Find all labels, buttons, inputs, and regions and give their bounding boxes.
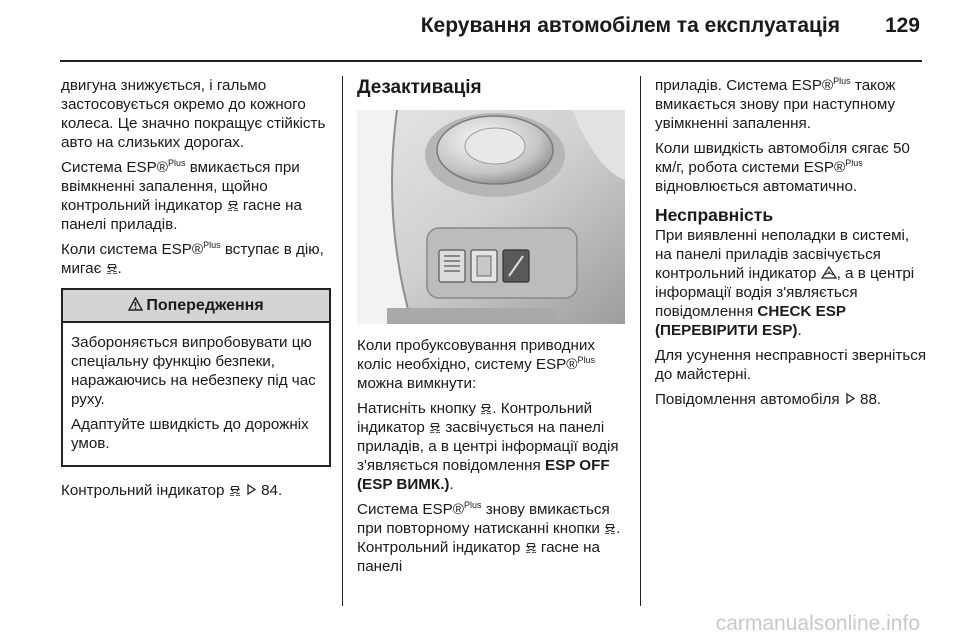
- section-heading-deactivation: Дезактивація: [357, 77, 482, 98]
- warning-text: Адаптуйте швидкість до дорожніх умов.: [71, 416, 309, 452]
- paragraph: Система ESP®$^{Plus}$ вмикається при ввімкненні запалення, щойно контрольний індикатор гасне на панелі приладів.: [61, 158, 302, 233]
- paragraph: При виявленні неполадки в системі, на панелі приладів засвічується контрольний індикатор , а в центрі інформації водія з'являється повідомлення CHECK ESP (ПЕРЕВІРИТИ ESP).: [655, 227, 915, 339]
- dashboard-switch-photo: [357, 110, 625, 324]
- esp-button-icon: [604, 521, 616, 534]
- esp-indicator-icon: [525, 540, 537, 553]
- warning-header: [63, 290, 329, 323]
- page-reference: 84: [261, 482, 279, 499]
- esp-button-icon: [480, 401, 492, 414]
- column-3: [655, 76, 930, 415]
- section-heading-malfunction: Несправність: [655, 205, 774, 225]
- check-warning-icon: [821, 266, 837, 279]
- warning-body: [63, 323, 329, 465]
- paragraph: Контрольний індикатор 84.: [61, 482, 283, 499]
- page-number: 129: [884, 14, 920, 37]
- esp-indicator-icon: [229, 483, 241, 496]
- column-1: [61, 76, 331, 506]
- warning-text: Забороняється випробовувати цю спеціальну функцію безпеки, наражаючись на небезпеку під час руху.: [71, 334, 316, 408]
- page-reference: 88: [860, 391, 877, 408]
- column-divider-2: [640, 76, 641, 606]
- paragraph: Коли система ESP®$^{Plus}$ вступає в дію, мигає .: [61, 240, 324, 277]
- paragraph: Система ESP®$^{Plus}$ знову вмикається при повторному натисканні кнопки . Контрольний індикатор гасне на панелі: [357, 500, 621, 575]
- paragraph: Коли швидкість автомобіля сягає 50 км/г, робота системи ESP®$^{Plus}$ відновлюється автоматично.: [655, 140, 910, 195]
- paragraph: Коли пробуксовування приводних коліс необхідно, систему ESP®$^{Plus}$ можна вимкнути:: [357, 337, 596, 392]
- paragraph: Для усунення несправності зверніться до майстерні.: [655, 347, 927, 383]
- warning-box: [61, 288, 331, 467]
- paragraph: приладів. Система ESP®$^{Plus}$ також вмикається знову при наступному увімкненні запалення.: [655, 76, 896, 132]
- message-check-esp: CHECK ESP (ПЕРЕВІРИТИ ESP): [655, 303, 846, 339]
- header-rule: [60, 60, 922, 62]
- warning-triangle-icon: [128, 297, 143, 311]
- esp-indicator-icon: [227, 198, 239, 211]
- warning-title: Попередження: [146, 297, 264, 314]
- column-divider-1: [342, 76, 343, 606]
- watermark: carmanualsonline.info: [715, 612, 920, 635]
- page-reference-arrow-icon: [245, 483, 257, 496]
- paragraph: двигуна знижується, і гальмо застосовується окремо до кожного колеса. Це значно покращує стійкість авто на слизьких дорогах.: [61, 77, 326, 151]
- paragraph: Повідомлення автомобіля 88.: [655, 391, 882, 408]
- header-title: Керування автомобілем та експлуатація: [420, 14, 840, 37]
- message-esp-off: ESP OFF (ESP ВИМК.): [357, 457, 610, 493]
- page-reference-arrow-icon: [844, 392, 856, 405]
- paragraph: Натисніть кнопку . Контрольний індикатор засвічується на панелі приладів, а в центрі інформації водія з'являється повідомлення ESP OFF (ESP ВИМК.).: [357, 400, 619, 493]
- esp-indicator-icon: [429, 420, 441, 433]
- esp-indicator-icon: [106, 261, 118, 274]
- column-2: [357, 76, 625, 582]
